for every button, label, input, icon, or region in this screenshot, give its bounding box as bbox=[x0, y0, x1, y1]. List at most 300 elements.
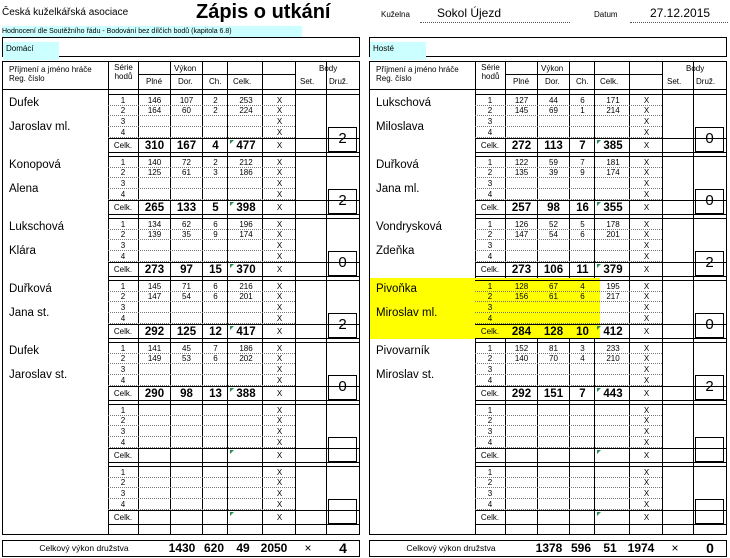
series-row bbox=[475, 404, 726, 415]
series-row bbox=[475, 375, 726, 386]
series-row bbox=[475, 156, 726, 167]
series-row bbox=[475, 167, 726, 178]
clear-value: 54 bbox=[549, 230, 558, 239]
clear-value: 67 bbox=[549, 282, 558, 291]
series-row bbox=[108, 477, 359, 488]
miss-header: Ch. bbox=[576, 77, 589, 86]
series-row bbox=[108, 189, 359, 200]
series-number: 1 bbox=[487, 468, 493, 477]
series-number: 3 bbox=[487, 241, 493, 250]
clear-value: 69 bbox=[549, 106, 558, 115]
total-label: Celk. bbox=[113, 327, 133, 336]
full-header: Plné bbox=[146, 77, 163, 86]
set-mark: X bbox=[276, 451, 283, 460]
series-row bbox=[475, 251, 726, 262]
team-points-box: 2 bbox=[328, 189, 357, 214]
team-total-clear: 620 bbox=[203, 541, 225, 555]
series-row bbox=[475, 313, 726, 324]
total-header: Celk. bbox=[600, 77, 619, 86]
set-mark: X bbox=[643, 354, 650, 363]
set-mark: X bbox=[276, 416, 283, 425]
series-number: 2 bbox=[487, 230, 493, 239]
full-value: 141 bbox=[147, 344, 162, 353]
comment-marker bbox=[230, 264, 234, 268]
total-score: 417 bbox=[236, 326, 256, 338]
total-clear: 98 bbox=[180, 388, 193, 400]
team-total-full: 1378 bbox=[535, 541, 563, 555]
miss-value: 1 bbox=[580, 106, 585, 115]
set-mark: X bbox=[276, 478, 283, 487]
total-value: 195 bbox=[606, 282, 620, 291]
series-row bbox=[108, 218, 359, 229]
team-total-x: × bbox=[304, 541, 312, 555]
points-header: Body bbox=[319, 64, 338, 73]
miss-value: 3 bbox=[213, 168, 218, 177]
series-number: 1 bbox=[487, 96, 493, 105]
series-number: 1 bbox=[120, 344, 126, 353]
scoring-rule-note: Hodnocení dle Soutěžního řádu - Bodování bez dílčích bodů (kapitola 6.8) bbox=[2, 26, 302, 37]
clear-value: 62 bbox=[182, 220, 191, 229]
date-label: Datum bbox=[594, 10, 618, 19]
series-number: 4 bbox=[487, 190, 493, 199]
player-surname[interactable]: Pivovarník bbox=[376, 345, 430, 357]
comment-marker bbox=[597, 264, 601, 268]
player-firstname[interactable]: Miroslav st. bbox=[376, 369, 435, 381]
player-firstname[interactable]: Zdeňka bbox=[376, 245, 415, 257]
miss-value: 9 bbox=[213, 230, 218, 239]
series-row bbox=[475, 302, 726, 313]
column-header bbox=[3, 62, 359, 90]
full-value: 135 bbox=[514, 168, 529, 177]
player-block bbox=[3, 278, 359, 340]
series-number: 4 bbox=[487, 252, 493, 261]
total-full: 272 bbox=[511, 140, 532, 152]
set-mark: X bbox=[276, 292, 283, 301]
set-mark: X bbox=[276, 314, 283, 323]
series-row bbox=[475, 291, 726, 302]
player-block bbox=[370, 464, 726, 526]
set-mark: X bbox=[643, 158, 650, 167]
miss-value: 7 bbox=[213, 344, 218, 353]
total-label: Celk. bbox=[113, 451, 133, 460]
set-mark: X bbox=[643, 416, 650, 425]
player-firstname[interactable]: Jaroslav ml. bbox=[9, 121, 71, 133]
miss-value: 4 bbox=[580, 354, 585, 363]
series-number: 2 bbox=[487, 354, 493, 363]
player-firstname[interactable]: Jaroslav st. bbox=[9, 369, 68, 381]
series-number: 1 bbox=[120, 96, 126, 105]
clear-value: 53 bbox=[182, 354, 191, 363]
total-label: Celk. bbox=[480, 327, 500, 336]
set-mark: X bbox=[276, 203, 283, 212]
miss-value: 6 bbox=[213, 220, 218, 229]
clear-value: 107 bbox=[179, 96, 194, 105]
series-row bbox=[108, 342, 359, 353]
total-row bbox=[475, 324, 726, 339]
team-points-box bbox=[328, 499, 357, 524]
player-surname[interactable]: Lukschová bbox=[376, 97, 431, 109]
clear-value: 72 bbox=[182, 158, 191, 167]
series-number: 1 bbox=[487, 158, 493, 167]
full-value: 125 bbox=[147, 168, 162, 177]
player-block bbox=[3, 92, 359, 154]
set-mark: X bbox=[276, 179, 283, 188]
total-full: 292 bbox=[511, 388, 532, 400]
series-row bbox=[475, 437, 726, 448]
total-row bbox=[475, 448, 726, 463]
total-row bbox=[108, 138, 359, 153]
series-number: 1 bbox=[487, 406, 493, 415]
series-row bbox=[108, 291, 359, 302]
set-mark: X bbox=[643, 282, 650, 291]
alley-field[interactable]: Sokol Újezd bbox=[437, 6, 502, 20]
series-row bbox=[475, 189, 726, 200]
total-score: 398 bbox=[236, 202, 256, 214]
set-mark: X bbox=[276, 344, 283, 353]
total-score: 477 bbox=[236, 140, 256, 152]
series-number: 3 bbox=[487, 303, 493, 312]
total-miss: 16 bbox=[576, 202, 589, 214]
miss-value: 2 bbox=[213, 106, 218, 115]
team-points-box: 0 bbox=[695, 127, 724, 152]
series-row bbox=[475, 240, 726, 251]
set-points-header: Set. bbox=[300, 77, 315, 86]
set-mark: X bbox=[643, 478, 650, 487]
series-number: 4 bbox=[120, 128, 126, 137]
player-name-header: Příjmení a jméno hráče bbox=[9, 65, 92, 74]
date-underline bbox=[630, 22, 728, 23]
total-value: 186 bbox=[239, 168, 253, 177]
total-value: 216 bbox=[239, 282, 253, 291]
series-number: 3 bbox=[120, 303, 126, 312]
full-value: 140 bbox=[514, 354, 529, 363]
series-row bbox=[108, 375, 359, 386]
series-number: 1 bbox=[120, 282, 126, 291]
total-value: 214 bbox=[606, 106, 620, 115]
series-row bbox=[108, 437, 359, 448]
series-header: Série hodů bbox=[481, 63, 500, 81]
miss-value: 5 bbox=[580, 220, 585, 229]
series-row bbox=[108, 302, 359, 313]
total-value: 174 bbox=[239, 230, 253, 239]
team-points: 0 bbox=[706, 540, 714, 556]
page-title: Zápis o utkání bbox=[196, 1, 331, 23]
series-row bbox=[108, 364, 359, 375]
total-label: Celk. bbox=[480, 141, 500, 150]
series-number: 3 bbox=[487, 427, 493, 436]
set-mark: X bbox=[643, 314, 650, 323]
total-value: 201 bbox=[606, 230, 620, 239]
player-surname[interactable]: Lukschová bbox=[9, 221, 64, 233]
comment-marker bbox=[230, 326, 234, 330]
full-value: 134 bbox=[147, 220, 162, 229]
set-mark: X bbox=[276, 106, 283, 115]
home-team-row bbox=[2, 37, 360, 57]
set-mark: X bbox=[276, 376, 283, 385]
player-surname[interactable]: Dufek bbox=[9, 97, 40, 109]
full-value: 146 bbox=[147, 96, 162, 105]
series-row bbox=[475, 280, 726, 291]
team-total-label: Celkový výkon družstva bbox=[406, 543, 496, 553]
series-number: 1 bbox=[120, 468, 126, 477]
total-row bbox=[475, 262, 726, 277]
series-number: 1 bbox=[120, 158, 126, 167]
set-mark: X bbox=[643, 230, 650, 239]
alley-underline bbox=[420, 22, 570, 23]
series-number: 4 bbox=[487, 376, 493, 385]
association-name: Česká kuželkářská asociace bbox=[2, 7, 129, 18]
series-number: 3 bbox=[120, 365, 126, 374]
set-mark: X bbox=[276, 190, 283, 199]
series-row bbox=[108, 488, 359, 499]
set-mark: X bbox=[276, 489, 283, 498]
team-points-box: 2 bbox=[695, 375, 724, 400]
set-mark: X bbox=[643, 117, 650, 126]
team-points-box bbox=[695, 437, 724, 462]
set-mark: X bbox=[643, 376, 650, 385]
total-full: 310 bbox=[144, 140, 165, 152]
full-value: 126 bbox=[514, 220, 529, 229]
header-divider bbox=[505, 74, 663, 75]
team-total-full: 1430 bbox=[168, 541, 196, 555]
team-total-x: × bbox=[671, 541, 679, 555]
series-number: 3 bbox=[487, 365, 493, 374]
team-total-miss: 51 bbox=[603, 541, 617, 555]
team-points-box: 2 bbox=[695, 251, 724, 276]
series-row bbox=[475, 477, 726, 488]
series-number: 4 bbox=[120, 190, 126, 199]
total-score: 370 bbox=[236, 264, 256, 276]
full-value: 147 bbox=[147, 292, 162, 301]
series-number: 1 bbox=[487, 220, 493, 229]
set-mark: X bbox=[643, 344, 650, 353]
player-block bbox=[370, 92, 726, 154]
miss-header: Ch. bbox=[209, 77, 222, 86]
series-row bbox=[108, 94, 359, 105]
full-value: 145 bbox=[147, 282, 162, 291]
miss-value: 9 bbox=[580, 168, 585, 177]
player-surname[interactable]: Duřková bbox=[376, 159, 419, 171]
set-mark: X bbox=[276, 282, 283, 291]
total-row bbox=[475, 386, 726, 401]
series-row bbox=[475, 218, 726, 229]
series-row bbox=[108, 415, 359, 426]
total-score: 355 bbox=[603, 202, 623, 214]
total-miss: 5 bbox=[212, 202, 219, 214]
miss-value: 3 bbox=[580, 344, 585, 353]
player-surname[interactable]: Pivoňka bbox=[376, 283, 417, 295]
total-score: 388 bbox=[236, 388, 256, 400]
player-firstname[interactable]: Jana ml. bbox=[376, 183, 420, 195]
set-mark: X bbox=[276, 513, 283, 522]
series-row bbox=[108, 178, 359, 189]
full-value: 122 bbox=[514, 158, 529, 167]
set-mark: X bbox=[276, 220, 283, 229]
clear-header: Dor. bbox=[545, 77, 560, 86]
set-mark: X bbox=[276, 438, 283, 447]
total-label: Celk. bbox=[480, 451, 500, 460]
total-miss: 10 bbox=[576, 326, 589, 338]
set-mark: X bbox=[276, 128, 283, 137]
total-value: 210 bbox=[606, 354, 620, 363]
series-row bbox=[475, 415, 726, 426]
series-number: 2 bbox=[487, 478, 493, 487]
registration-header: Reg. číslo bbox=[376, 74, 412, 83]
player-surname[interactable]: Vondrysková bbox=[376, 221, 442, 233]
series-header: Série hodů bbox=[114, 63, 133, 81]
player-surname[interactable]: Konopová bbox=[9, 159, 61, 171]
set-mark: X bbox=[643, 468, 650, 477]
clear-value: 35 bbox=[182, 230, 191, 239]
series-row bbox=[108, 105, 359, 116]
set-mark: X bbox=[276, 303, 283, 312]
clear-value: 39 bbox=[549, 168, 558, 177]
series-row bbox=[108, 426, 359, 437]
series-number: 3 bbox=[120, 427, 126, 436]
total-full: 290 bbox=[144, 388, 165, 400]
full-header: Plné bbox=[513, 77, 530, 86]
total-row bbox=[475, 200, 726, 215]
set-mark: X bbox=[276, 158, 283, 167]
series-number: 2 bbox=[120, 230, 126, 239]
comment-marker bbox=[230, 450, 234, 454]
total-row bbox=[108, 262, 359, 277]
series-number: 2 bbox=[120, 292, 126, 301]
miss-value: 7 bbox=[580, 158, 585, 167]
series-number: 3 bbox=[120, 179, 126, 188]
total-label: Celk. bbox=[480, 513, 500, 522]
series-row bbox=[475, 499, 726, 510]
date-field[interactable]: 27.12.2015 bbox=[650, 6, 711, 20]
team-points-box: 0 bbox=[328, 251, 357, 276]
miss-value: 2 bbox=[213, 158, 218, 167]
series-number: 2 bbox=[487, 168, 493, 177]
set-mark: X bbox=[643, 389, 650, 398]
series-number: 2 bbox=[120, 106, 126, 115]
clear-value: 60 bbox=[182, 106, 191, 115]
player-surname[interactable]: Duřková bbox=[9, 283, 52, 295]
player-block bbox=[370, 154, 726, 216]
miss-value: 6 bbox=[580, 230, 585, 239]
total-clear: 97 bbox=[180, 264, 193, 276]
miss-value: 6 bbox=[580, 96, 585, 105]
player-block bbox=[3, 154, 359, 216]
set-mark: X bbox=[643, 451, 650, 460]
series-number: 4 bbox=[120, 252, 126, 261]
total-label: Celk. bbox=[480, 265, 500, 274]
miss-value: 2 bbox=[213, 96, 218, 105]
home-team-label: Domácí bbox=[3, 42, 59, 60]
series-number: 2 bbox=[487, 416, 493, 425]
series-row bbox=[108, 127, 359, 138]
clear-value: 61 bbox=[182, 168, 191, 177]
total-value: 196 bbox=[239, 220, 253, 229]
series-row bbox=[108, 353, 359, 364]
column-header bbox=[370, 62, 726, 90]
home-team-total bbox=[2, 540, 360, 557]
total-miss: 12 bbox=[209, 326, 222, 338]
team-points-box: 0 bbox=[695, 189, 724, 214]
comment-marker bbox=[597, 512, 601, 516]
comment-marker bbox=[597, 450, 601, 454]
series-number: 4 bbox=[487, 500, 493, 509]
clear-value: 70 bbox=[549, 354, 558, 363]
total-row bbox=[108, 510, 359, 525]
set-mark: X bbox=[643, 427, 650, 436]
player-firstname[interactable]: Klára bbox=[9, 245, 36, 257]
miss-value: 6 bbox=[213, 354, 218, 363]
team-points-box: 0 bbox=[328, 375, 357, 400]
set-mark: X bbox=[276, 265, 283, 274]
total-full: 273 bbox=[144, 264, 165, 276]
total-clear: 113 bbox=[544, 140, 563, 152]
series-row bbox=[108, 116, 359, 127]
set-mark: X bbox=[276, 468, 283, 477]
total-header: Celk. bbox=[233, 77, 252, 86]
total-label: Celk. bbox=[113, 389, 133, 398]
set-mark: X bbox=[643, 106, 650, 115]
team-total-clear: 596 bbox=[570, 541, 592, 555]
player-firstname[interactable]: Miroslav ml. bbox=[376, 307, 438, 319]
total-label: Celk. bbox=[480, 389, 500, 398]
set-mark: X bbox=[276, 500, 283, 509]
comment-marker bbox=[230, 140, 234, 144]
series-number: 2 bbox=[487, 106, 493, 115]
set-mark: X bbox=[276, 241, 283, 250]
total-value: 253 bbox=[239, 96, 253, 105]
series-number: 2 bbox=[120, 354, 126, 363]
set-mark: X bbox=[276, 117, 283, 126]
set-points-header: Set. bbox=[667, 77, 682, 86]
player-firstname[interactable]: Miloslava bbox=[376, 121, 424, 133]
series-row bbox=[108, 313, 359, 324]
miss-value: 6 bbox=[213, 282, 218, 291]
player-surname[interactable]: Dufek bbox=[9, 345, 40, 357]
total-label: Celk. bbox=[113, 203, 133, 212]
player-firstname[interactable]: Jana st. bbox=[9, 307, 50, 319]
comment-marker bbox=[597, 140, 601, 144]
total-clear: 98 bbox=[547, 202, 560, 214]
total-value: 186 bbox=[239, 344, 253, 353]
set-mark: X bbox=[276, 365, 283, 374]
series-row bbox=[108, 240, 359, 251]
series-number: 3 bbox=[487, 489, 493, 498]
series-row bbox=[475, 353, 726, 364]
clear-value: 71 bbox=[182, 282, 191, 291]
series-row bbox=[108, 167, 359, 178]
header-divider bbox=[138, 74, 296, 75]
clear-header: Dor. bbox=[178, 77, 193, 86]
set-mark: X bbox=[643, 303, 650, 312]
alley-label: Kuželna bbox=[381, 10, 410, 19]
miss-value: 4 bbox=[580, 282, 585, 291]
comment-marker bbox=[597, 202, 601, 206]
series-row bbox=[475, 364, 726, 375]
full-value: 145 bbox=[514, 106, 529, 115]
series-number: 4 bbox=[120, 376, 126, 385]
series-row bbox=[475, 116, 726, 127]
comment-marker bbox=[230, 388, 234, 392]
away-scoresheet bbox=[369, 61, 727, 535]
set-mark: X bbox=[643, 292, 650, 301]
registration-header: Reg. číslo bbox=[9, 74, 45, 83]
series-number: 2 bbox=[120, 478, 126, 487]
total-miss: 7 bbox=[579, 388, 586, 400]
player-firstname[interactable]: Alena bbox=[9, 183, 39, 195]
total-label: Celk. bbox=[113, 513, 133, 522]
total-row bbox=[108, 200, 359, 215]
total-value: 212 bbox=[239, 158, 253, 167]
